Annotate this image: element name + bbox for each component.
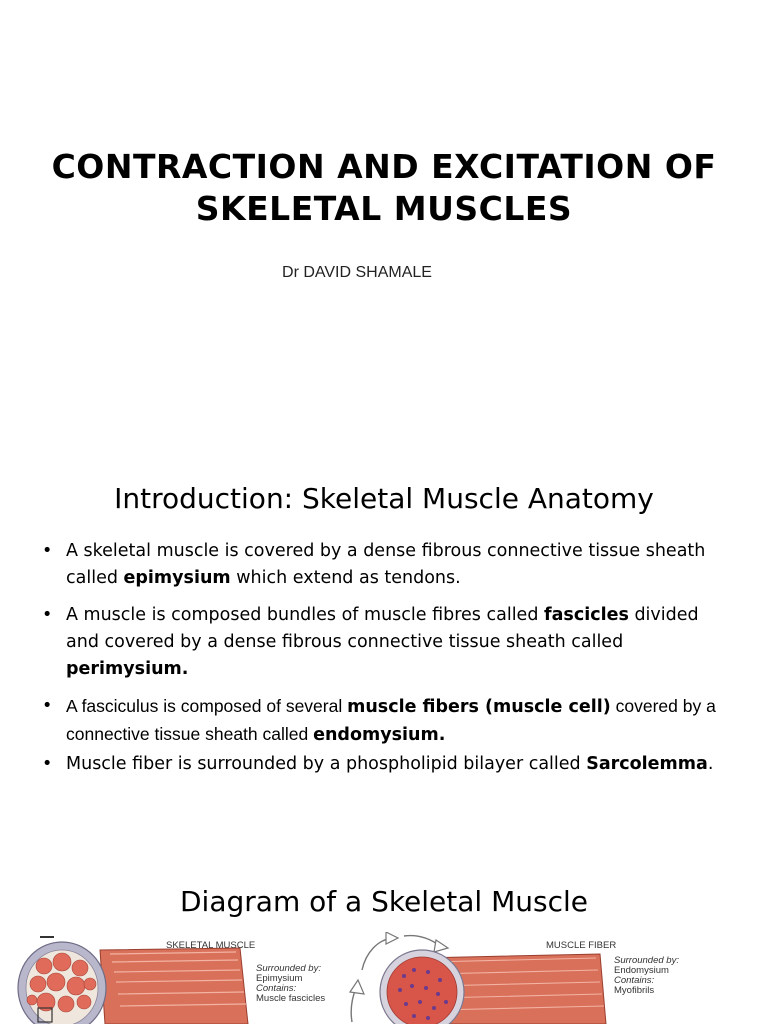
caption-value: Endomysium: [614, 965, 669, 976]
bullet-bold-term: muscle fibers (muscle cell): [347, 697, 611, 717]
skeletal-muscle-diagram: [0, 932, 768, 1024]
caption-value: Epimysium: [256, 973, 303, 984]
bullet-bold-term: endomysium.: [313, 725, 446, 745]
caption-label: Contains:: [256, 983, 297, 994]
bullet-item: [42, 538, 732, 592]
presentation-title: CONTRACTION AND EXCITATION OF SKELETAL MUSCLES: [51, 147, 717, 228]
muscle-fiber-label: MUSCLE FIBER: [546, 940, 617, 951]
slide-title: Diagram of a Skeletal Muscle: [180, 885, 588, 918]
bullet-text: covered by a connective tissue sheath called: [66, 696, 716, 744]
bullet-dot-icon: •: [42, 754, 53, 774]
dash-mark: [40, 936, 54, 938]
skeletal-muscle-caption: [256, 964, 325, 1004]
title-slide: [0, 0, 768, 455]
bullet-list: [42, 538, 732, 788]
bullet-bold-term: fascicles: [544, 605, 629, 625]
bullet-bold-term: perimysium.: [66, 659, 189, 679]
bullet-item: [42, 693, 732, 749]
bullet-dot-icon: •: [42, 696, 53, 716]
skeletal-muscle-label: SKELETAL MUSCLE: [166, 940, 256, 951]
author-name: Dr DAVID SHAMALE: [282, 264, 432, 281]
muscle-fiber-caption: [614, 956, 679, 996]
muscle-fiber-drawing: [380, 950, 606, 1024]
bullet-text: which extend as tendons.: [230, 568, 461, 588]
bullet-text: A muscle is composed bundles of muscle fibres called: [66, 605, 544, 625]
bullet-text: A skeletal muscle is covered by a dense fibrous connective tissue sheath called: [66, 541, 706, 588]
diagram-slide: [0, 845, 768, 1024]
bullet-text: .: [707, 754, 714, 774]
bullet-item: [42, 602, 732, 683]
bullet-text: Muscle fiber is surrounded by a phospholipid bilayer called: [66, 754, 587, 774]
slide-title: Introduction: Skeletal Muscle Anatomy: [114, 482, 654, 515]
intro-slide: [0, 455, 768, 845]
bullet-dot-icon: •: [42, 541, 53, 561]
bullet-dot-icon: •: [42, 605, 53, 625]
caption-value: Myofibrils: [614, 985, 655, 996]
bullet-text: A fasciculus is composed of several: [66, 696, 348, 716]
caption-label: Contains:: [614, 975, 655, 986]
bullet-text: divided and covered by a dense fibrous connective tissue sheath called: [66, 605, 699, 652]
bullet-item: [42, 751, 732, 778]
skeletal-muscle-drawing: [18, 942, 248, 1024]
caption-label: Surrounded by:: [256, 963, 321, 974]
bullet-bold-term: Sarcolemma: [586, 754, 708, 774]
caption-label: Surrounded by:: [614, 955, 679, 966]
bullet-bold-term: epimysium: [123, 568, 231, 588]
caption-value: Muscle fascicles: [256, 993, 326, 1004]
